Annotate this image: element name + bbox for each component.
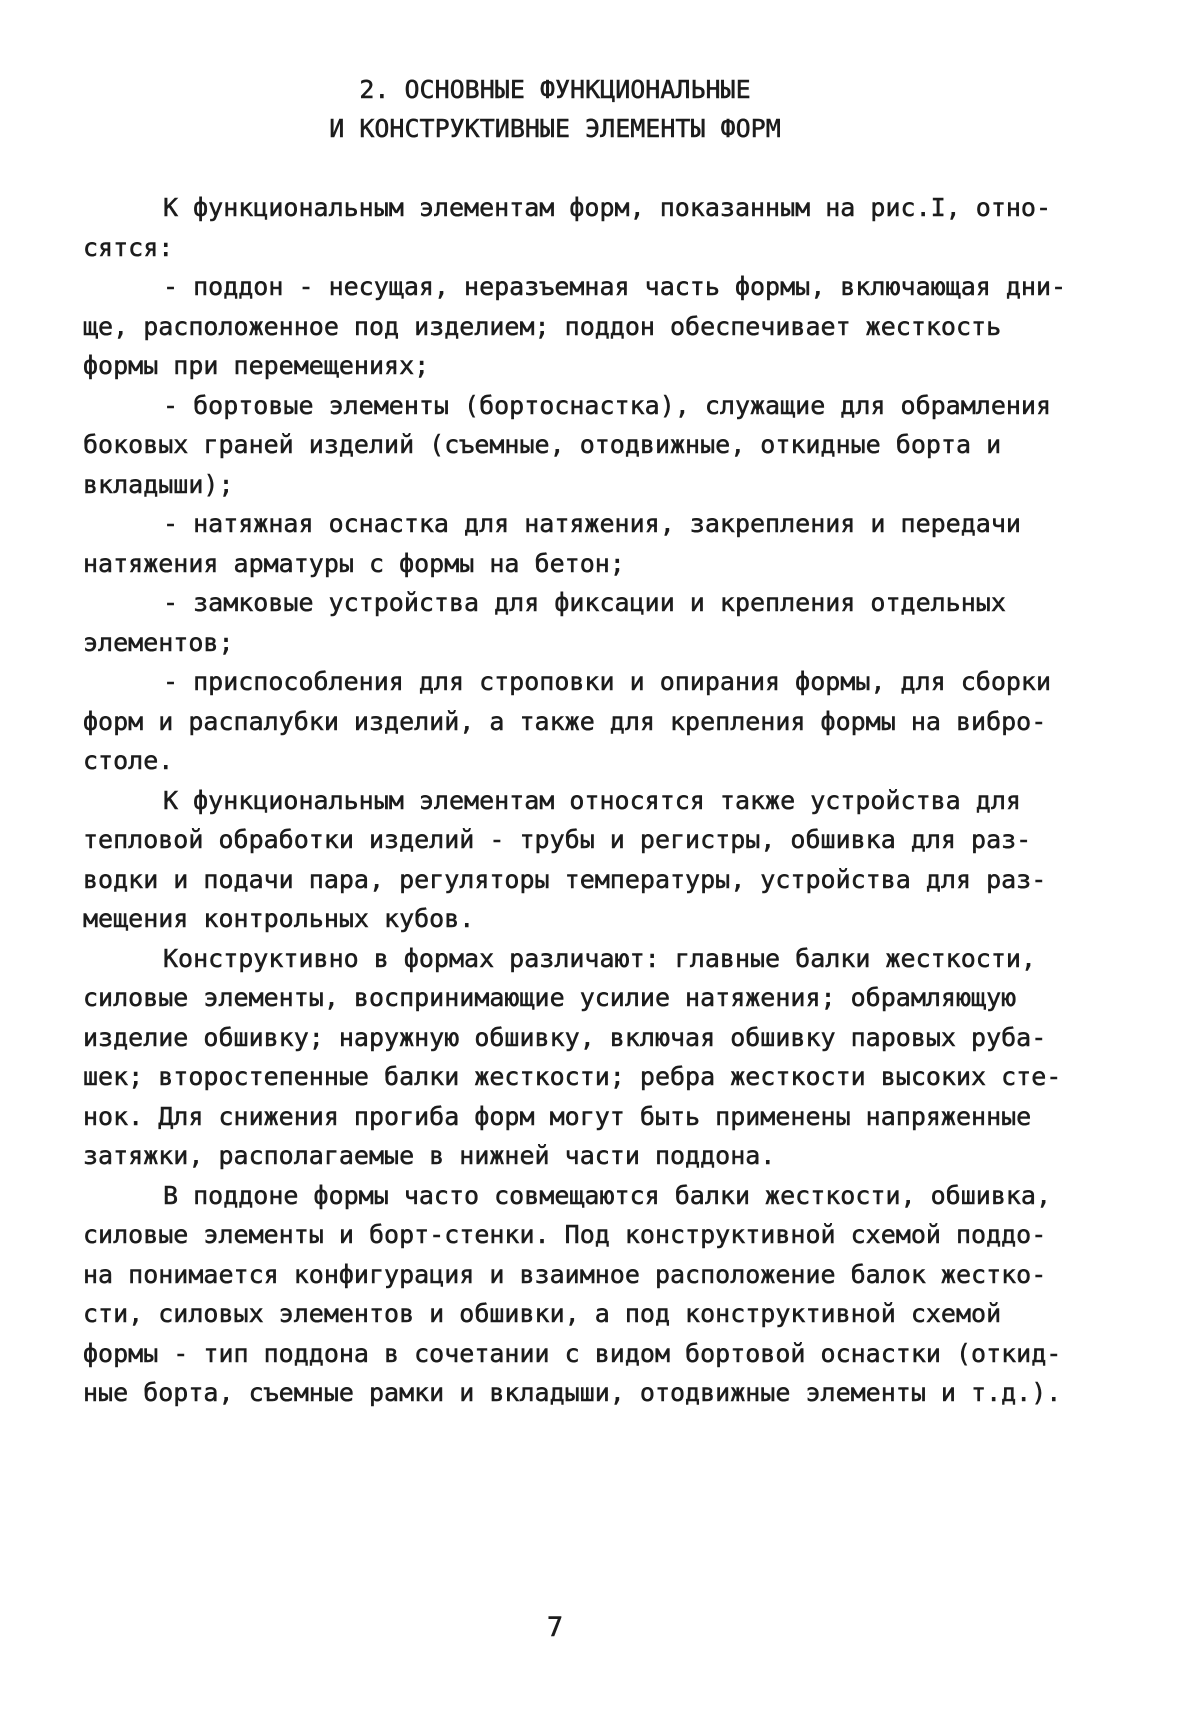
- list-item-bort: - бортовые элементы (бортоснастка), служащие для обрамления боковых граней изделий (съемные, отодвижные, откидные борта и вкладыши);: [83, 390, 1052, 499]
- list-item-poddon: - поддон - несущая, неразъемная часть формы, включающая дни- ще, расположенное под изделием; поддон обеспечивает жесткость формы при перемещениях;: [83, 272, 1067, 380]
- paragraph-intro: К функциональным элементам форм, показанным на рис.I, отно- сятся:: [83, 193, 1052, 262]
- list-item-zamkovye: - замковые устройства для фиксации и крепления отдельных элементов;: [83, 588, 1006, 657]
- paragraph-konstruktivno: Конструктивно в формах различают: главные балки жесткости, силовые элементы, воспринимающие усилие натяжения; обрамляющую изделие обшивку; наружную обшивку, включая обшивку паровых руба- шек; второстепенные балки жесткости; ребра жесткости высоких сте- нок. Для снижения прогиба форм могут быть применены напряженные затяжки, располагаемые в нижней части поддона.: [83, 943, 1062, 1170]
- paragraph-teplovaya: К функциональным элементам относятся также устройства для тепловой обработки изделий - трубы и регистры, обшивка для раз- водки и подачи пара, регуляторы температуры, устройства для раз- мещения контрольных кубов.: [83, 785, 1047, 933]
- section-heading: [0, 70, 1110, 148]
- list-item-natyazhnaya: - натяжная оснастка для натяжения, закрепления и передачи натяжения арматуры с формы на бетон;: [83, 509, 1021, 578]
- list-item-prisposobleniya: - приспособления для строповки и опирания формы, для сборки форм и распалубки изделий, а также для крепления формы на вибро- столе.: [83, 667, 1052, 775]
- body-text: [83, 188, 1118, 1413]
- heading-line-1: 2. ОСНОВНЫЕ ФУНКЦИОНАЛЬНЫЕ: [359, 75, 751, 104]
- paragraph-poddon-formy: В поддоне формы часто совмещаются балки жесткости, обшивка, силовые элементы и борт-стенки. Под конструктивной схемой поддо- на понимается конфигурация и взаимное расположение балок жестко- сти, силовых элементов и обшивки, а под конструктивной схемой формы - тип поддона в сочетании с видом бортовой оснастки (откид- ные борта, съемные рамки и вкладыши, отодвижные элементы и т.д.).: [83, 1180, 1062, 1407]
- heading-line-2: И КОНСТРУКТИВНЫЕ ЭЛЕМЕНТЫ ФОРМ: [329, 114, 781, 143]
- page-number: 7: [546, 1612, 564, 1643]
